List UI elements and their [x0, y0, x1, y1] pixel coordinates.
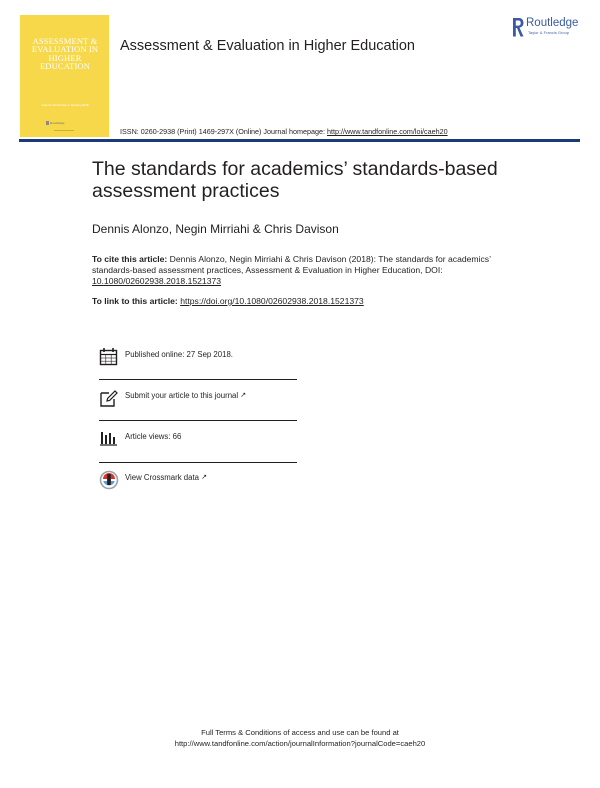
footer — [0, 727, 600, 749]
journal-homepage-link[interactable]: http://www.tandfonline.com/loi/caeh20 — [326, 127, 448, 136]
crossmark-link[interactable] — [125, 473, 207, 482]
submit-article-link[interactable] — [125, 391, 246, 400]
crossmark-icon — [99, 470, 119, 490]
edit-icon — [99, 388, 119, 408]
article-views-text: Article views: 66 — [125, 432, 182, 441]
cover-subtitle: Volume 43 Number 1 January 2018 — [41, 103, 89, 107]
crossmark-item[interactable] — [99, 470, 297, 500]
citation-block — [92, 254, 532, 287]
issn-text: ISSN: 0260-2938 (Print) 1469-297X (Online) Journal homepage: — [120, 127, 327, 136]
article-doi-url[interactable]: https://doi.org/10.1080/02602938.2018.1521373 — [180, 296, 364, 306]
publisher-tagline: Taylor & Francis Group — [528, 31, 570, 35]
article-authors: Dennis Alonzo, Negin Mirriahi & Chris Davison — [92, 222, 339, 236]
article-link-line — [92, 296, 364, 306]
item-divider — [99, 462, 297, 463]
calendar-icon — [99, 347, 119, 367]
footer-terms-link[interactable]: http://www.tandfonline.com/action/journalInformation?journalCode=caeh20 — [174, 739, 426, 748]
citation-text: Dennis Alonzo, Negin Mirriahi & Chris Davison (2018): The standards for academics’ standards-based assessment practices, Assessment & Evaluation in Higher Education, DOI: — [92, 254, 491, 275]
publisher-name: Routledge — [526, 17, 579, 29]
submit-article-text: Submit your article to this journal — [125, 391, 241, 400]
item-divider — [99, 420, 297, 421]
cover-publisher-icon — [46, 121, 49, 125]
doi-link[interactable]: 10.1080/02602938.2018.1521373 — [92, 276, 222, 286]
routledge-r-icon — [511, 17, 525, 38]
header-divider — [19, 139, 580, 142]
link-label: To link to this article: — [92, 296, 181, 306]
journal-cover — [20, 15, 109, 137]
cover-title: ASSESSMENT & EVALUATION IN HIGHER EDUCATION — [31, 36, 99, 72]
cover-publisher: Routledge — [50, 121, 65, 125]
published-online-text: Published online: 27 Sep 2018. — [125, 350, 233, 359]
bar-chart-icon — [99, 429, 119, 449]
journal-name: Assessment & Evaluation in Higher Education — [120, 38, 415, 54]
footer-terms-text: Full Terms & Conditions of access and use can be found at — [201, 728, 399, 737]
published-online-item — [99, 347, 297, 377]
crossmark-text: View Crossmark data — [125, 473, 199, 482]
issn-line — [120, 127, 448, 136]
citation-label: To cite this article: — [92, 254, 168, 264]
article-views-item — [99, 429, 297, 459]
submit-article-item[interactable] — [99, 388, 297, 418]
item-divider — [99, 379, 297, 380]
cover-divider — [54, 130, 74, 131]
article-title: The standards for academics’ standards-based assessment practices — [92, 158, 498, 202]
external-link-icon: ↗ — [240, 392, 247, 399]
external-link-icon: ↗ — [201, 474, 207, 481]
